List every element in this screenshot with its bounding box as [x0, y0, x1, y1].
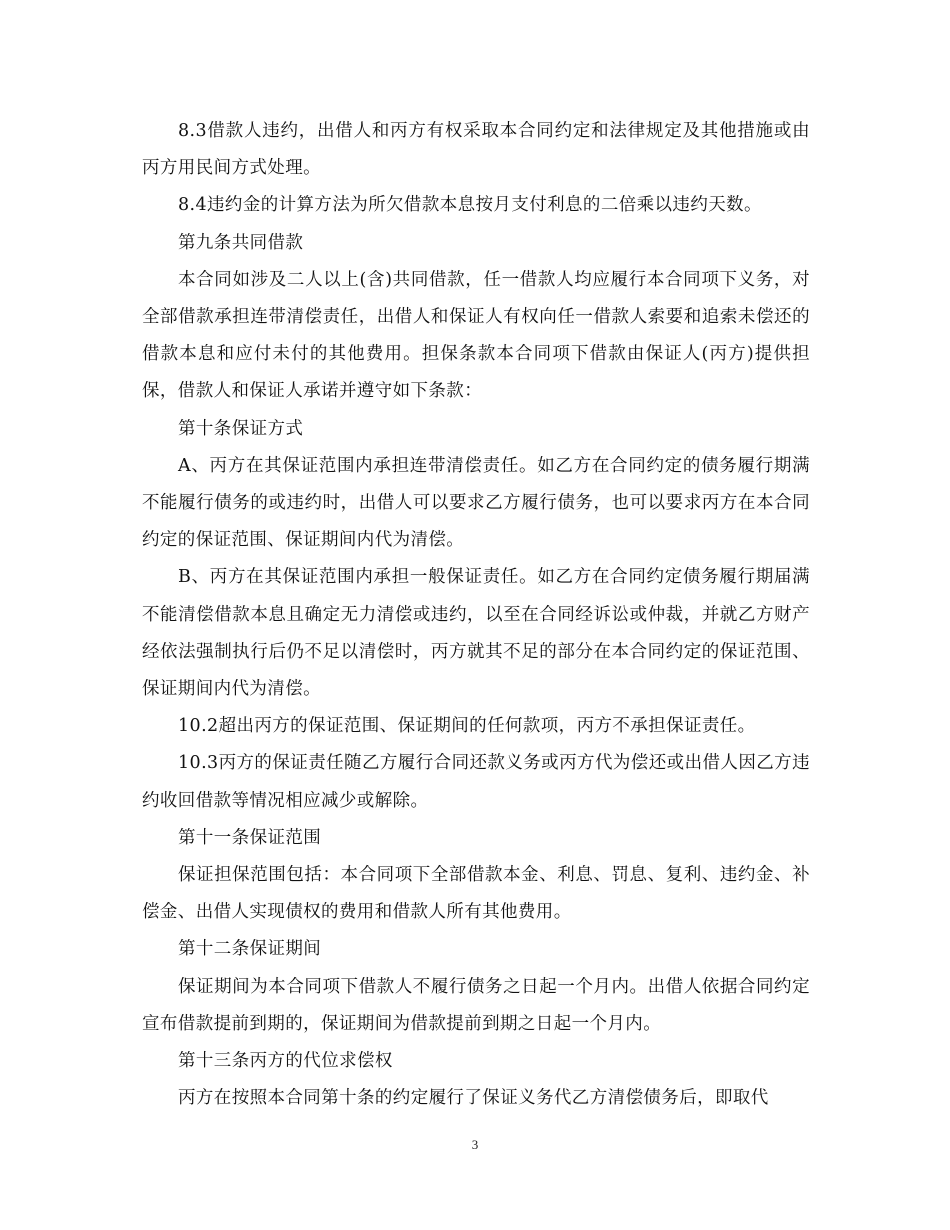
page-number: 3	[471, 1137, 479, 1152]
document-body	[142, 113, 810, 1117]
article-11-body: 保证担保范围包括：本合同项下全部借款本金、利息、罚息、复利、违约金、补偿金、出借人实现债权的费用和借款人所有其他费用。	[142, 865, 810, 923]
clause-8-4: 8.4违约金的计算方法为所欠借款本息按月支付利息的二倍乘以违约天数。	[178, 195, 762, 216]
article-12-body: 保证期间为本合同项下借款人不履行债务之日起一个月内。出借人依据合同约定宣布借款提前到期的，保证期间为借款提前到期之日起一个月内。	[142, 976, 810, 1034]
heading-article-11: 第十一条保证范围	[178, 827, 322, 848]
clause-10-3: 10.3丙方的保证责任随乙方履行合同还款义务或丙方代为偿还或出借人因乙方违约收回借款等情况相应减少或解除。	[142, 753, 810, 811]
clause-10-b: B、丙方在其保证范围内承担一般保证责任。如乙方在合同约定债务履行期届满不能清偿借款本息且确定无力清偿或违约，以至在合同经诉讼或仲裁，并就乙方财产经依法强制执行后仍不足以清偿时，丙方就其不足的部分在本合同约定的保证范围、保证期间内代为清偿。	[142, 567, 810, 700]
heading-article-13: 第十三条丙方的代位求偿权	[178, 1051, 393, 1072]
heading-article-12: 第十二条保证期间	[178, 939, 322, 960]
article-13-body: 丙方在按照本合同第十条的约定履行了保证义务代乙方清偿债务后，即取代	[178, 1088, 769, 1109]
heading-article-9: 第九条共同借款	[178, 232, 304, 253]
article-9-body: 本合同如涉及二人以上(含)共同借款，任一借款人均应履行本合同项下义务，对全部借款承担连带清偿责任，出借人和保证人有权向任一借款人索要和追索未偿还的借款本息和应付未付的其他费用。担保条款本合同项下借款由保证人(丙方)提供担保，借款人和保证人承诺并遵守如下条款：	[142, 269, 810, 402]
clause-8-3: 8.3借款人违约，出借人和丙方有权采取本合同约定和法律规定及其他措施或由丙方用民间方式处理。	[142, 121, 810, 179]
clause-10-a: A、丙方在其保证范围内承担连带清偿责任。如乙方在合同约定的债务履行期满不能履行债务的或违约时，出借人可以要求乙方履行债务，也可以要求丙方在本合同约定的保证范围、保证期间内代为清偿。	[142, 455, 810, 551]
clause-10-2: 10.2超出丙方的保证范围、保证期间的任何款项，丙方不承担保证责任。	[178, 716, 756, 737]
heading-article-10: 第十条保证方式	[178, 418, 304, 439]
